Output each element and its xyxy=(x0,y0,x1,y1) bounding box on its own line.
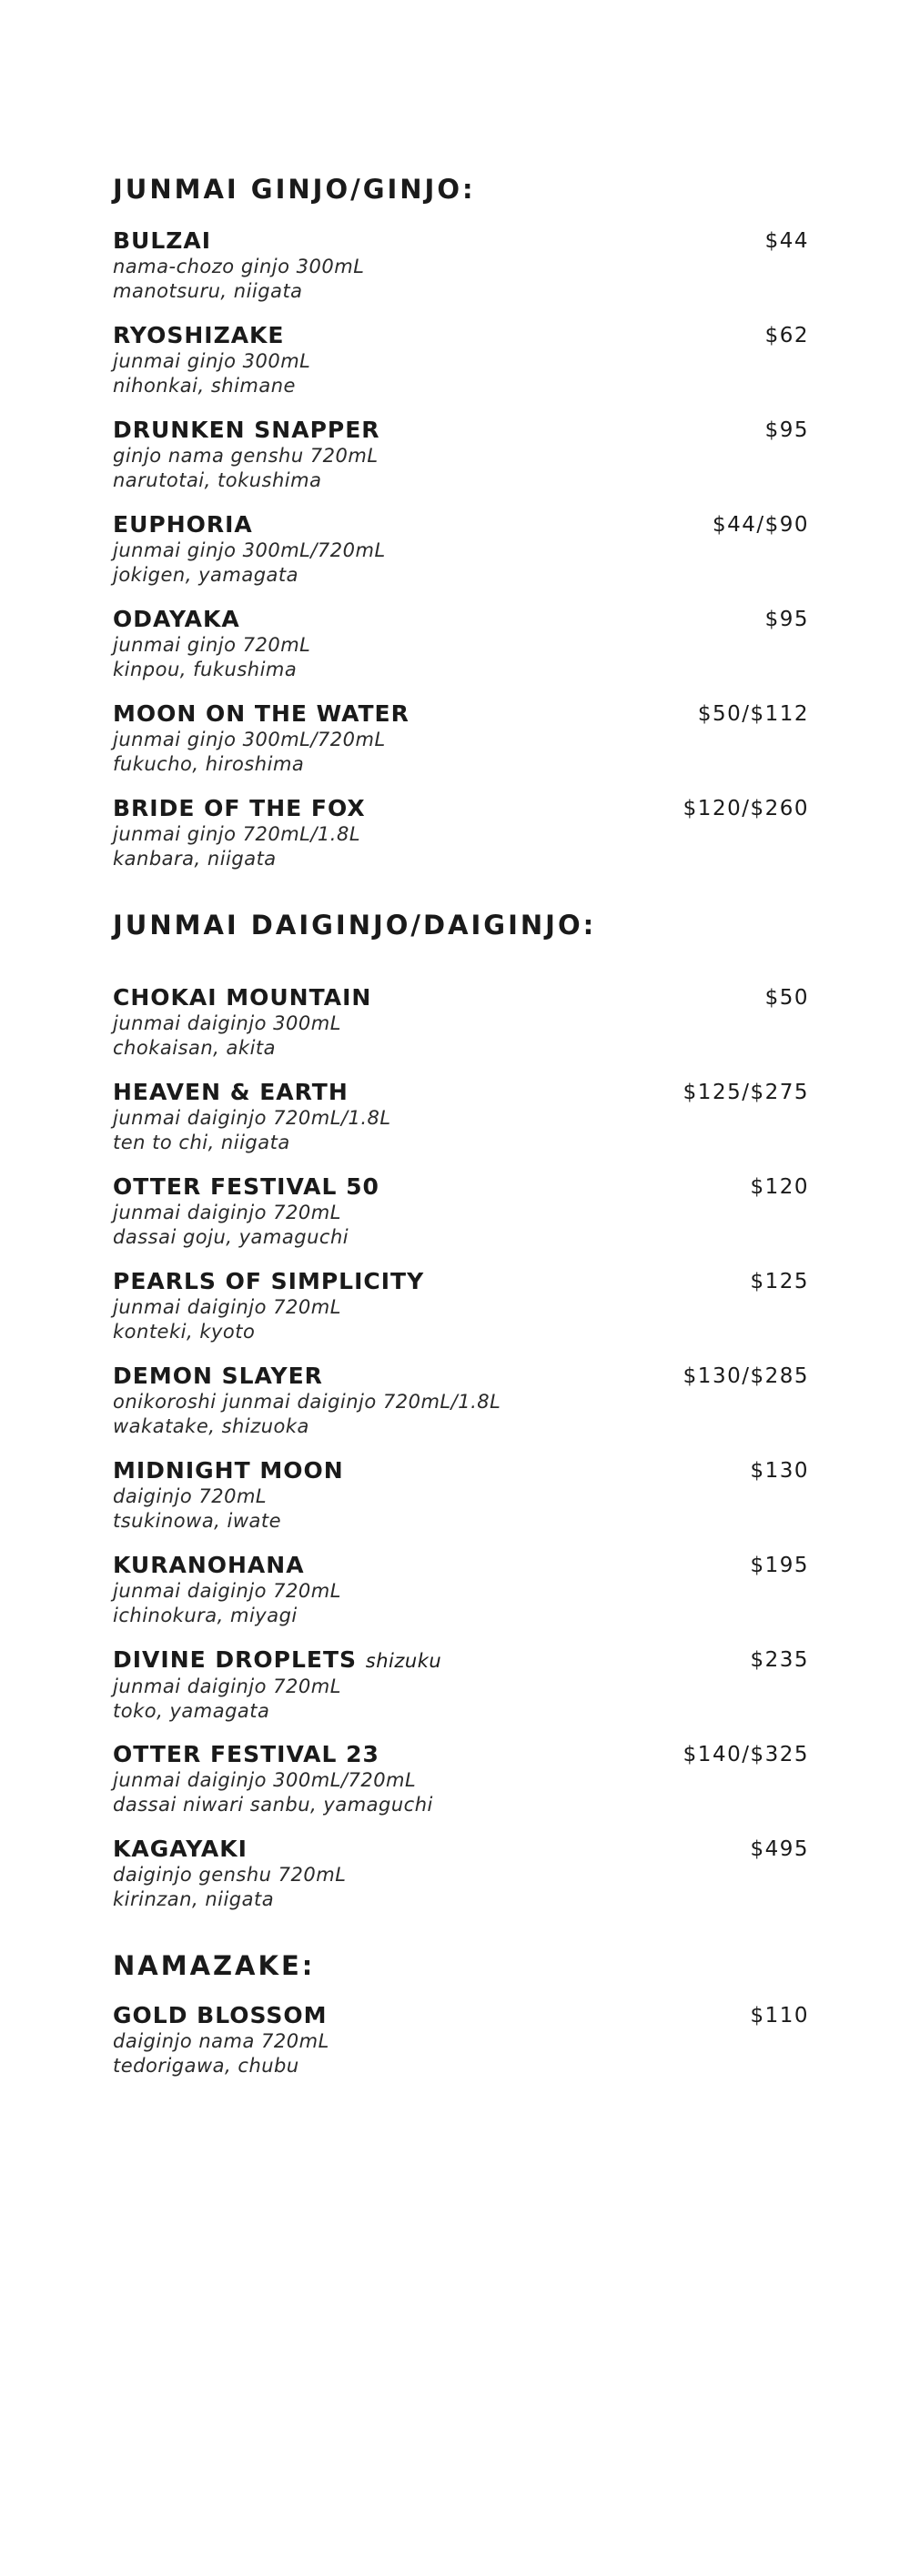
menu-item xyxy=(113,1457,809,1534)
item-origin: tedorigawa, chubu xyxy=(113,2055,299,2077)
item-name: MIDNIGHT MOON xyxy=(113,1457,344,1484)
item-price: $125/$275 xyxy=(682,1081,809,1104)
item-style: junmai ginjo 300mL xyxy=(113,350,311,372)
item-style: junmai daiginjo 300mL/720mL xyxy=(113,1769,417,1791)
item-price: $195 xyxy=(750,1554,809,1577)
item-name-sub: shizuku xyxy=(365,1650,442,1672)
item-name: MOON ON THE WATER xyxy=(113,700,410,727)
item-origin: narutotai, tokushima xyxy=(113,469,322,491)
item-name: BRIDE OF THE FOX xyxy=(113,795,366,821)
menu-item xyxy=(113,511,809,588)
item-origin: dassai goju, yamaguchi xyxy=(113,1226,349,1248)
item-price: $140/$325 xyxy=(682,1743,809,1766)
item-style: ginjo nama genshu 720mL xyxy=(113,445,379,467)
menu-item xyxy=(113,1079,809,1155)
item-origin: fukucho, hiroshima xyxy=(113,753,305,775)
menu-item xyxy=(113,1268,809,1344)
item-name: DIVINE DROPLETS shizuku xyxy=(113,1646,442,1673)
menu-item xyxy=(113,1741,809,1817)
item-name: KAGAYAKI xyxy=(113,1836,248,1862)
menu-item xyxy=(113,1173,809,1250)
item-style: junmai ginjo 300mL/720mL xyxy=(113,539,386,561)
item-name: KURANOHANA xyxy=(113,1552,305,1578)
item-name: BULZAI xyxy=(113,227,212,254)
item-price: $44 xyxy=(764,229,809,253)
menu-item xyxy=(113,417,809,493)
item-style: junmai daiginjo 720mL xyxy=(113,1675,341,1697)
menu-item xyxy=(113,606,809,682)
menu-item xyxy=(113,1552,809,1628)
item-name: RYOSHIZAKE xyxy=(113,322,285,348)
section-title: JUNMAI DAIGINJO/DAIGINJO: xyxy=(113,910,597,941)
item-style: junmai daiginjo 720mL xyxy=(113,1202,341,1223)
item-name: GOLD BLOSSOM xyxy=(113,2002,328,2028)
item-style: junmai ginjo 300mL/720mL xyxy=(113,729,386,750)
item-price: $95 xyxy=(764,418,809,442)
item-name: PEARLS OF SIMPLICITY xyxy=(113,1268,425,1294)
item-price: $50 xyxy=(764,986,809,1010)
item-name: DEMON SLAYER xyxy=(113,1363,323,1389)
item-price: $110 xyxy=(750,2004,809,2028)
item-style: onikoroshi junmai daiginjo 720mL/1.8L xyxy=(113,1391,501,1413)
item-name: EUPHORIA xyxy=(113,511,253,538)
item-origin: wakatake, shizuoka xyxy=(113,1415,309,1437)
item-origin: dassai niwari sanbu, yamaguchi xyxy=(113,1794,433,1816)
menu-item xyxy=(113,322,809,398)
item-origin: ichinokura, miyagi xyxy=(113,1605,298,1626)
item-style: daiginjo nama 720mL xyxy=(113,2030,329,2052)
item-price: $130 xyxy=(750,1459,809,1483)
item-price: $50/$112 xyxy=(697,702,809,726)
menu-item xyxy=(113,1836,809,1912)
item-origin: kirinzan, niigata xyxy=(113,1888,275,1910)
item-origin: chokaisan, akita xyxy=(113,1037,277,1059)
item-style: junmai ginjo 720mL xyxy=(113,634,311,656)
item-style: junmai ginjo 720mL/1.8L xyxy=(113,823,361,845)
item-price: $120/$260 xyxy=(682,797,809,820)
menu-item xyxy=(113,1363,809,1439)
item-price: $235 xyxy=(750,1648,809,1672)
item-name: OTTER FESTIVAL 50 xyxy=(113,1173,379,1200)
menu-item xyxy=(113,700,809,777)
menu-item xyxy=(113,795,809,871)
item-price: $130/$285 xyxy=(682,1364,809,1388)
item-name: OTTER FESTIVAL 23 xyxy=(113,1741,379,1767)
menu-item xyxy=(113,984,809,1061)
item-origin: kanbara, niigata xyxy=(113,848,277,870)
item-origin: nihonkai, shimane xyxy=(113,375,296,397)
item-origin: kinpou, fukushima xyxy=(113,659,298,680)
item-origin: jokigen, yamagata xyxy=(113,564,299,586)
section-title: NAMAZAKE: xyxy=(113,1950,316,1981)
item-price: $44/$90 xyxy=(712,513,809,537)
item-style: daiginjo 720mL xyxy=(113,1485,268,1507)
item-origin: konteki, kyoto xyxy=(113,1321,256,1343)
item-style: nama-chozo ginjo 300mL xyxy=(113,256,365,277)
item-origin: toko, yamagata xyxy=(113,1700,270,1722)
item-name: ODAYAKA xyxy=(113,606,240,632)
item-price: $125 xyxy=(750,1270,809,1293)
menu-item xyxy=(113,2002,809,2078)
item-name: CHOKAI MOUNTAIN xyxy=(113,984,372,1011)
section-title: JUNMAI GINJO/GINJO: xyxy=(113,174,476,205)
menu-item xyxy=(113,1646,809,1724)
item-price: $120 xyxy=(750,1175,809,1199)
item-origin: manotsuru, niigata xyxy=(113,280,303,302)
item-origin: ten to chi, niigata xyxy=(113,1132,290,1153)
item-name: HEAVEN & EARTH xyxy=(113,1079,349,1105)
item-style: junmai daiginjo 720mL/1.8L xyxy=(113,1107,391,1129)
item-price: $495 xyxy=(750,1837,809,1861)
item-origin: tsukinowa, iwate xyxy=(113,1510,282,1532)
item-price: $62 xyxy=(764,324,809,347)
menu-item xyxy=(113,227,809,304)
item-style: junmai daiginjo 720mL xyxy=(113,1580,341,1602)
item-price: $95 xyxy=(764,608,809,631)
item-style: junmai daiginjo 300mL xyxy=(113,1012,341,1034)
item-name: DRUNKEN SNAPPER xyxy=(113,417,380,443)
item-style: junmai daiginjo 720mL xyxy=(113,1296,341,1318)
item-style: daiginjo genshu 720mL xyxy=(113,1864,347,1886)
